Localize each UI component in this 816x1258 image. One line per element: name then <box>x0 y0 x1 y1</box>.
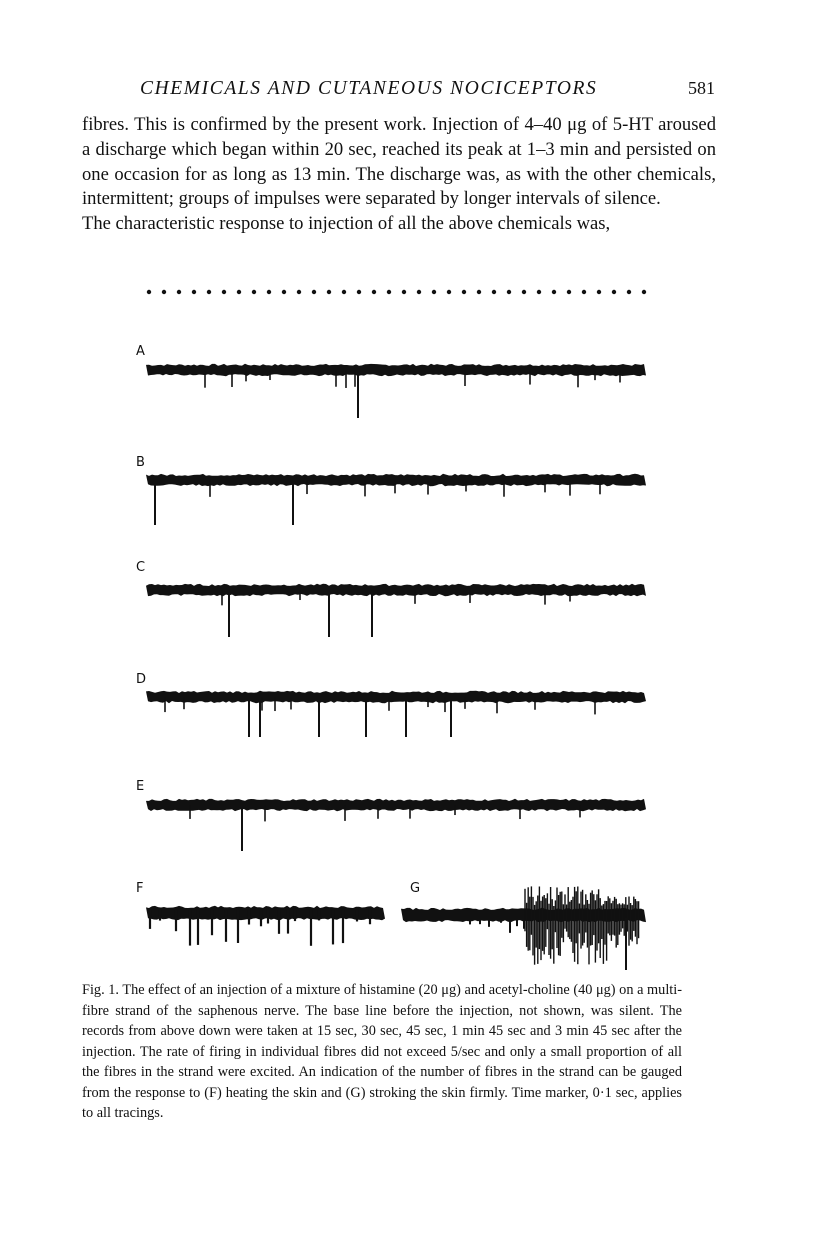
time-marker-dot <box>222 290 226 294</box>
time-marker-dot <box>147 290 151 294</box>
time-marker-dot <box>282 290 286 294</box>
time-marker-dot <box>492 290 496 294</box>
paragraph-2: The characteristic response to injection of all the above chemicals was, <box>82 213 611 235</box>
time-marker-dot <box>207 290 211 294</box>
trace-baseline <box>146 474 646 486</box>
time-marker-dot <box>522 290 526 294</box>
running-title: CHEMICALS AND CUTANEOUS NOCICEPTORS <box>140 78 598 99</box>
time-marker-dot <box>447 290 451 294</box>
trace-baseline <box>146 364 646 376</box>
time-marker-dot <box>312 290 316 294</box>
trace-label-f: F <box>136 881 144 896</box>
time-marker-dot <box>177 290 181 294</box>
page-number: 581 <box>688 78 715 98</box>
trace-label-b: B <box>136 455 145 470</box>
trace-label-a: A <box>136 344 145 359</box>
caption-text: Fig. 1. The effect of an injection of a mixture of histamine (20 μg) and acetyl-choline (40 μg) on a multi-fibre strand of the saphenous nerve. The base line before the injection, not shown, was silent. The records from above down were taken at 15 sec, 30 sec, 45 sec, 1 min 45 sec and 3 min 45 sec after the injection. The rate of firing in individual fibres did not exceed 5/sec and only a small proportion of all the fibres in the strand were excited. An indication of the number of fibres in the strand can be gauged from the response to (F) heating the skin and (G) stroking the skin firmly. Time marker, 0·1 sec, applies to all tracings. <box>82 982 682 1121</box>
time-marker-dot <box>597 290 601 294</box>
paragraph-1: fibres. This is confirmed by the present work. Injection of 4–40 μg of 5-HT aroused a discharge which began within 20 sec, reached its peak at 1–3 min and persisted on one occasion for as long as 13 min. The discharge was, as with the other chemicals, intermittent; groups of impulses were separated by longer intervals of silence. <box>82 114 716 210</box>
trace-baseline <box>146 906 385 920</box>
time-marker-dot <box>627 290 631 294</box>
nerve-recording-traces <box>0 270 816 970</box>
time-marker-dot <box>417 290 421 294</box>
time-marker-dot <box>582 290 586 294</box>
trace-label-e: E <box>136 779 145 794</box>
time-marker <box>147 290 646 294</box>
time-marker-dot <box>252 290 256 294</box>
time-marker-dot <box>342 290 346 294</box>
time-marker-dot <box>537 290 541 294</box>
time-marker-dot <box>327 290 331 294</box>
time-marker-dot <box>612 290 616 294</box>
running-head <box>140 78 715 102</box>
figure-caption <box>82 980 682 1124</box>
trace-d <box>146 691 646 737</box>
trace-label-d: D <box>136 672 147 687</box>
time-marker-dot <box>237 290 241 294</box>
traces-group <box>146 364 646 970</box>
time-marker-dot <box>357 290 361 294</box>
time-marker-dot <box>162 290 166 294</box>
time-marker-dot <box>267 290 271 294</box>
time-marker-dot <box>402 290 406 294</box>
time-marker-dot <box>462 290 466 294</box>
figure-1 <box>0 270 816 970</box>
trace-baseline <box>146 691 646 703</box>
trace-baseline <box>146 584 646 596</box>
trace-baseline <box>146 799 646 811</box>
time-marker-dot <box>192 290 196 294</box>
time-marker-dot <box>552 290 556 294</box>
trace-a <box>146 364 646 418</box>
time-marker-dot <box>297 290 301 294</box>
trace-label-g: G <box>410 881 421 896</box>
trace-f <box>146 906 385 946</box>
time-marker-dot <box>372 290 376 294</box>
body-text <box>82 113 716 237</box>
time-marker-dot <box>642 290 646 294</box>
trace-g <box>401 886 646 970</box>
time-marker-dot <box>432 290 436 294</box>
time-marker-dot <box>507 290 511 294</box>
time-marker-dot <box>567 290 571 294</box>
time-marker-dot <box>477 290 481 294</box>
trace-b <box>146 474 646 525</box>
trace-label-c: C <box>136 560 146 575</box>
time-marker-dot <box>387 290 391 294</box>
trace-c <box>146 584 646 637</box>
trace-e <box>146 799 646 851</box>
